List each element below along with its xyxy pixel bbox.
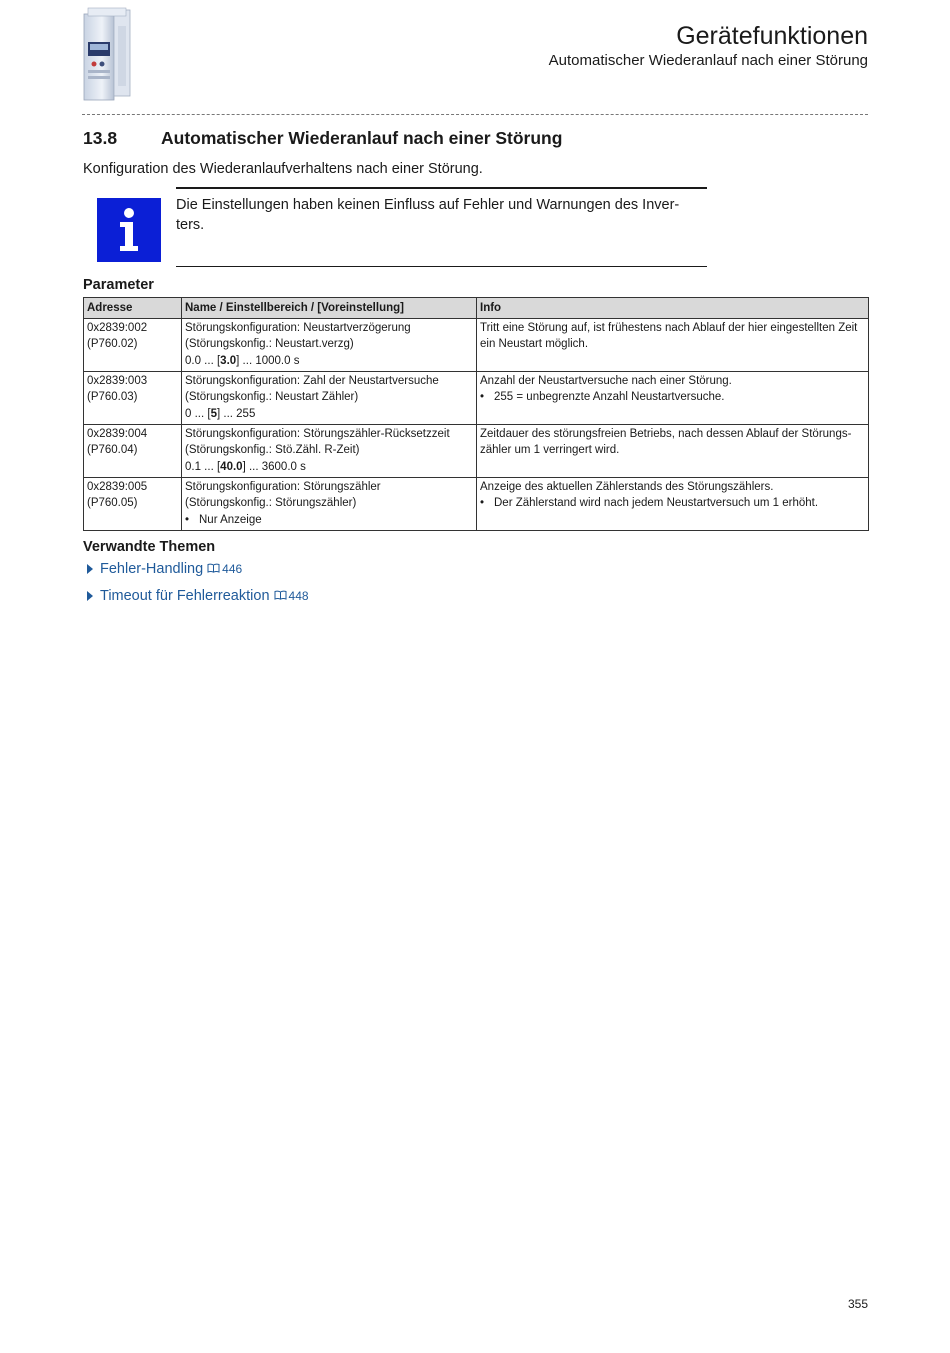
- parameter-info: Tritt eine Störung auf, ist frühestens nach Ablauf der hier eingestellten Zeit ein Neustart möglich.: [480, 322, 858, 351]
- section-title: Automatischer Wiederanlauf nach einer Störung: [161, 128, 563, 148]
- header-title: Gerätefunktionen: [676, 22, 868, 50]
- header-divider: [82, 114, 868, 115]
- parameter-default: 5: [210, 407, 217, 420]
- name-cell: [182, 372, 477, 425]
- note-top-rule: [176, 187, 707, 189]
- related-link-label[interactable]: Fehler-Handling: [100, 561, 204, 577]
- parameter-code: (P760.03): [87, 391, 138, 404]
- parameter-address: 0x2839:003: [87, 375, 148, 388]
- parameter-heading: Parameter: [83, 277, 154, 293]
- parameter-info: Zeitdauer des störungsfreien Betriebs, nach dessen Ablauf der Störungs- zähler um 1 verringert wird.: [480, 428, 852, 457]
- parameter-name: Störungskonfiguration: Störungszähler: [185, 481, 381, 494]
- page-number: 355: [847, 1297, 868, 1311]
- book-icon: [274, 588, 287, 604]
- parameter-short-name: (Störungskonfig.: Neustart.verzg): [185, 338, 354, 351]
- column-header-address: Adresse: [84, 298, 182, 319]
- related-link-timeout[interactable]: [87, 588, 309, 604]
- info-cell: [477, 319, 869, 372]
- related-link-fehler-handling[interactable]: [87, 561, 242, 577]
- table-header-row: [84, 298, 869, 319]
- address-cell: [84, 478, 182, 531]
- info-cell: [477, 478, 869, 531]
- column-header-name: Name / Einstellbereich / [Voreinstellung]: [182, 298, 477, 319]
- parameter-range: 0.0 ... [3.0] ... 1000.0 s: [185, 354, 300, 367]
- parameter-info: Anzahl der Neustartversuche nach einer Störung.: [480, 375, 732, 388]
- book-icon: [207, 561, 220, 577]
- parameter-name: Störungskonfiguration: Störungszähler-Rücksetzzeit: [185, 428, 450, 441]
- address-cell: [84, 425, 182, 478]
- section-number: 13.8: [83, 128, 118, 148]
- triangle-right-icon: [87, 591, 93, 601]
- address-cell: [84, 319, 182, 372]
- info-cell: [477, 372, 869, 425]
- parameter-name: Störungskonfiguration: Zahl der Neustartversuche: [185, 375, 439, 388]
- name-cell: [182, 319, 477, 372]
- parameter-short-name: (Störungskonfig.: Neustart Zähler): [185, 391, 359, 404]
- note-bottom-rule: [176, 266, 707, 267]
- info-icon: [97, 198, 161, 262]
- parameter-address: 0x2839:002: [87, 322, 148, 335]
- info-cell: [477, 425, 869, 478]
- note-text: Die Einstellungen haben keinen Einfluss auf Fehler und Warnungen des Inver- ters.: [176, 197, 680, 233]
- parameter-range: 0 ... [5] ... 255: [185, 407, 256, 420]
- section-intro: Konfiguration des Wiederanlaufverhaltens nach einer Störung.: [83, 161, 483, 177]
- parameter-address: 0x2839:005: [87, 481, 148, 494]
- name-cell: [182, 478, 477, 531]
- parameter-code: (P760.02): [87, 338, 138, 351]
- name-cell: [182, 425, 477, 478]
- table-row: [84, 478, 869, 531]
- related-link-label[interactable]: Timeout für Fehlerreaktion: [100, 588, 270, 604]
- parameter-address: 0x2839:004: [87, 428, 148, 441]
- parameter-short-name: (Störungskonfig.: Stö.Zähl. R-Zeit): [185, 444, 360, 457]
- triangle-right-icon: [87, 564, 93, 574]
- parameter-code: (P760.05): [87, 497, 138, 510]
- device-image: [82, 6, 134, 104]
- info-bullet: • Der Zählerstand wird nach jedem Neustartversuch um 1 erhöht.: [480, 497, 819, 510]
- parameter-name: Störungskonfiguration: Neustartverzögerung: [185, 322, 411, 335]
- table-row: [84, 425, 869, 478]
- name-bullet: • Nur Anzeige: [185, 513, 262, 526]
- column-header-info: Info: [477, 298, 869, 319]
- parameter-default: 3.0: [220, 354, 237, 367]
- related-link-page[interactable]: 448: [288, 589, 309, 603]
- parameter-code: (P760.04): [87, 444, 138, 457]
- parameter-default: 40.0: [220, 460, 243, 473]
- table-row: [84, 319, 869, 372]
- parameter-table: [83, 297, 869, 531]
- header-subtitle: Automatischer Wiederanlauf nach einer Störung: [548, 52, 868, 69]
- info-bullet: • 255 = unbegrenzte Anzahl Neustartversuche.: [480, 391, 725, 404]
- address-cell: [84, 372, 182, 425]
- parameter-short-name: (Störungskonfig.: Störungszähler): [185, 497, 357, 510]
- related-topics-heading: Verwandte Themen: [83, 539, 216, 555]
- parameter-range: 0.1 ... [40.0] ... 3600.0 s: [185, 460, 306, 473]
- related-link-page[interactable]: 446: [222, 562, 243, 576]
- table-row: [84, 372, 869, 425]
- parameter-info: Anzeige des aktuellen Zählerstands des Störungszählers.: [480, 481, 774, 494]
- section-heading: [83, 128, 562, 149]
